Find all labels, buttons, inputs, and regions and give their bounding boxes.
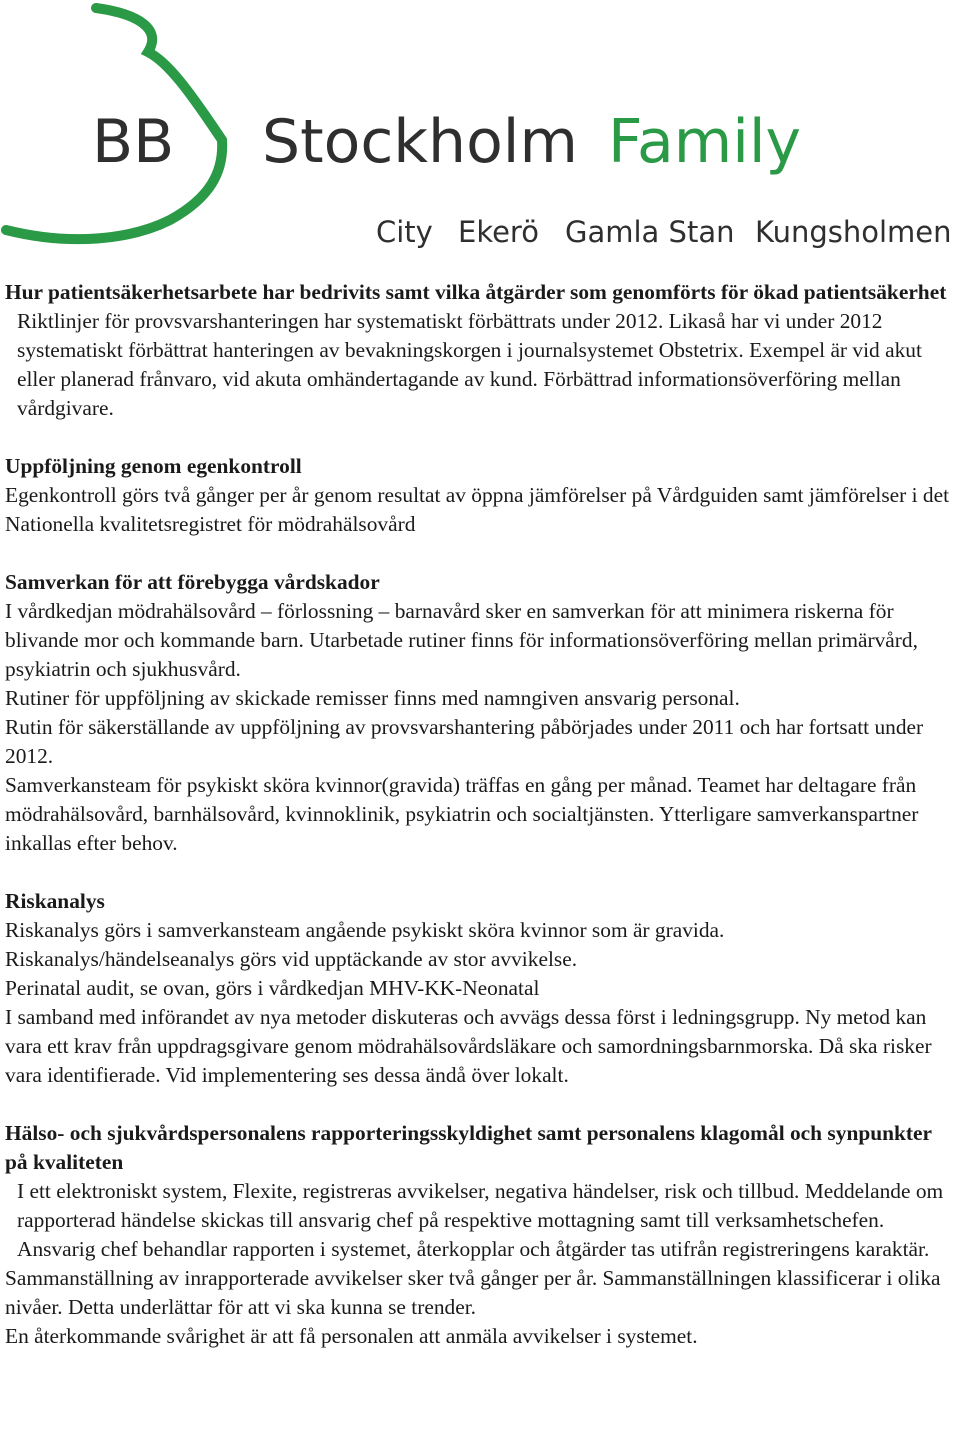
paragraph: Egenkontroll görs två gånger per år genom resultat av öppna jämförelser på Vårdguiden samt jämförelser i det Nationella kvalitetsregistret för mödrahälsovård xyxy=(5,483,950,536)
paragraph: En återkommande svårighet är att få personalen att anmäla avvikelser i systemet. xyxy=(5,1324,698,1348)
section-patient-safety xyxy=(5,278,955,423)
section-heading: Hur patientsäkerhetsarbete har bedrivits samt vilka åtgärder som genomförts för ökad patientsäkerhet xyxy=(5,280,947,304)
section-risk-analysis xyxy=(5,887,955,1090)
section-heading: Riskanalys xyxy=(5,889,105,913)
paragraph: Samverkansteam för psykiskt sköra kvinnor(gravida) träffas en gång per månad. Teamet har deltagare från mödrahälsovård, barnhälsovård, kvinnoklinik, psykiatrin och socialtjänsten. Ytterligare samverkanspartner inkallas efter behov. xyxy=(5,773,919,855)
paragraph: Rutiner för uppföljning av skickade remisser finns med namngiven ansvarig personal. xyxy=(5,686,740,710)
section-heading: Uppföljning genom egenkontroll xyxy=(5,454,302,478)
logo-family: Family xyxy=(608,107,802,177)
paragraph: I ett elektroniskt system, Flexite, registreras avvikelser, negativa händelser, risk och tillbud. Meddelande om rapporterad händelse skickas till ansvarig chef på respektive mottagning samt till verksamhetschefen. Ansvarig chef behandlar rapporten i systemet, återkopplar och åtgärder tas utifrån registreringens karaktär. xyxy=(17,1179,944,1261)
section-heading: Samverkan för att förebygga vårdskador xyxy=(5,570,380,594)
paragraph: Rutin för säkerställande av uppföljning av provsvarshantering påbörjades under 2011 och har fortsatt under 2012. xyxy=(5,715,924,768)
section-heading: Hälso- och sjukvårdspersonalens rapporteringsskyldighet samt personalens klagomål och synpunkter på kvaliteten xyxy=(5,1121,932,1174)
document-body xyxy=(5,278,955,1351)
logo-location-gamla-stan: Gamla Stan xyxy=(565,215,735,249)
section-collaboration xyxy=(5,568,955,858)
paragraph: Riktlinjer för provsvarshanteringen har systematiskt förbättrats under 2012. Likaså har vi under 2012 systematiskt förbättrat hanteringen av bevakningskorgen i journalsystemet Obstetrix. Exempel är vid akut eller planerad frånvaro, vid akuta omhändertagande av kund. Förbättrad informationsöverföring mellan vårdgivare. xyxy=(17,309,922,420)
paragraph: Riskanalys görs i samverkansteam angående psykiskt sköra kvinnor som är gravida. xyxy=(5,918,725,942)
logo-location-ekero: Ekerö xyxy=(458,215,539,249)
paragraph: Perinatal audit, se ovan, görs i vårdkedjan MHV-KK-Neonatal xyxy=(5,976,540,1000)
section-self-monitoring xyxy=(5,452,955,539)
logo-bb: BB xyxy=(92,107,175,177)
paragraph: Riskanalys/händelseanalys görs vid upptäckande av stor avvikelse. xyxy=(5,947,578,971)
section-reporting-duty xyxy=(5,1119,955,1351)
logo-location-city: City xyxy=(376,215,433,249)
logo xyxy=(0,0,960,255)
paragraph: Sammanställning av inrapporterade avvikelser sker två gånger per år. Sammanställningen klassificerar i olika nivåer. Detta underlättar för att vi ska kunna se trender. xyxy=(5,1266,941,1319)
logo-location-kungsholmen: Kungsholmen xyxy=(755,215,952,249)
paragraph: I vårdkedjan mödrahälsovård – förlossning – barnavård sker en samverkan för att minimera riskerna för blivande mor och kommande barn. Utarbetade rutiner finns för informationsöverföring mellan primärvård, psykiatrin och sjukhusvård. xyxy=(5,599,918,681)
logo-graphic xyxy=(0,0,960,255)
logo-stockholm: Stockholm xyxy=(262,107,578,177)
paragraph: I samband med införandet av nya metoder diskuteras och avvägs dessa först i ledningsgrupp. Ny metod kan vara ett krav från uppdragsgivare genom mödrahälsovårdsläkare och samordningsbarnmorska. Då ska risker vara identifierade. Vid implementering ses dessa ändå över lokalt. xyxy=(5,1005,932,1087)
